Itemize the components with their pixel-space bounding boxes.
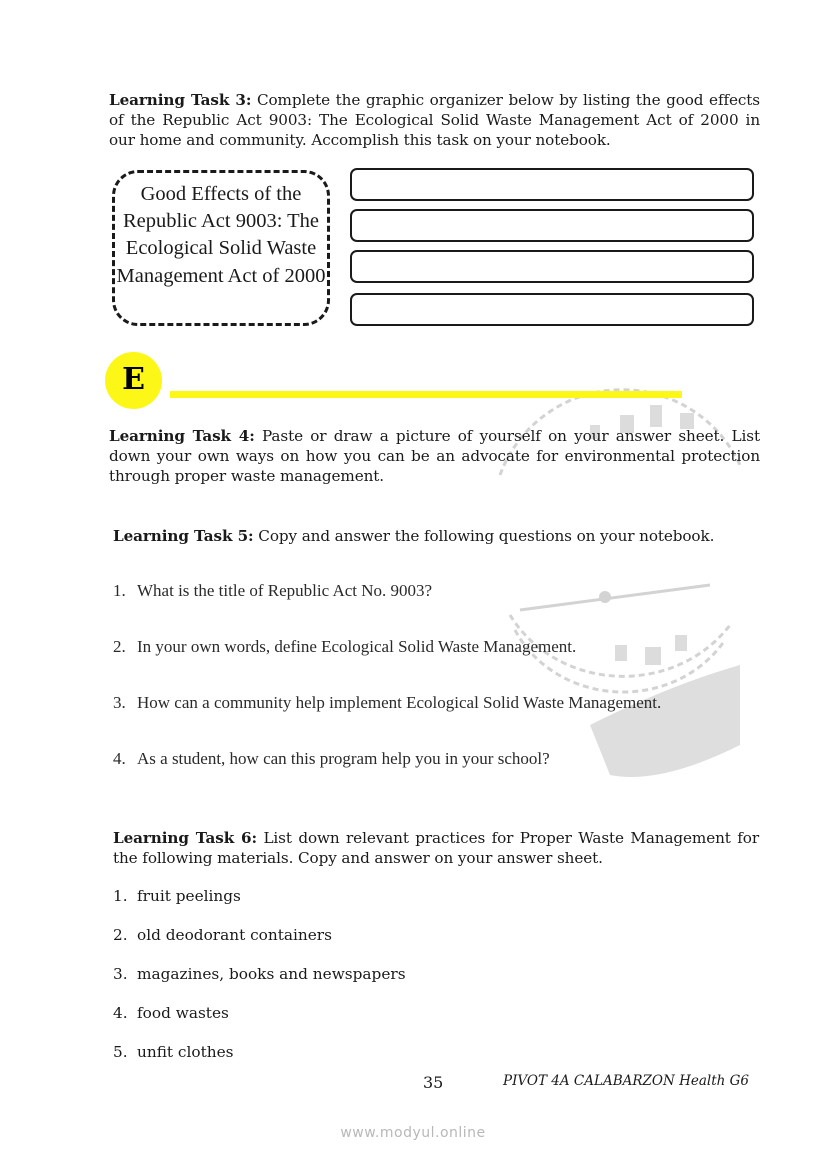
section-divider xyxy=(170,391,682,398)
material-item xyxy=(113,965,406,983)
question-number: 2. xyxy=(113,637,126,656)
task6-paragraph xyxy=(113,828,759,868)
section-e-badge xyxy=(105,352,162,409)
task5-text: Copy and answer the following questions on your notebook. xyxy=(253,527,715,545)
material-item xyxy=(113,887,241,905)
material-text: magazines, books and newspapers xyxy=(137,965,406,983)
question-item xyxy=(113,693,661,713)
task4-label: Learning Task 4: xyxy=(109,427,255,445)
task5-paragraph xyxy=(113,526,773,546)
question-number: 3. xyxy=(113,693,126,712)
question-text: In your own words, define Ecological Solid Waste Management. xyxy=(137,637,577,656)
question-text: As a student, how can this program help you in your school? xyxy=(137,749,550,768)
material-number: 2. xyxy=(113,926,128,944)
organizer-answer-box-1[interactable] xyxy=(350,168,754,201)
module-title: PIVOT 4A CALABARZON Health G6 xyxy=(503,1073,750,1089)
question-item xyxy=(113,581,432,601)
task4-paragraph xyxy=(109,426,760,486)
material-number: 3. xyxy=(113,965,128,983)
organizer-title: Good Effects of the Republic Act 9003: The Ecological Solid Waste Management Act of 2000 xyxy=(116,183,326,287)
material-item xyxy=(113,1043,234,1061)
material-text: food wastes xyxy=(137,1004,229,1022)
question-number: 4. xyxy=(113,749,126,768)
task6-label: Learning Task 6: xyxy=(113,829,257,847)
organizer-answer-box-2[interactable] xyxy=(350,209,754,242)
material-number: 4. xyxy=(113,1004,128,1022)
question-number: 1. xyxy=(113,581,126,600)
material-number: 5. xyxy=(113,1043,128,1061)
material-number: 1. xyxy=(113,887,128,905)
task3-paragraph xyxy=(109,90,760,150)
question-item xyxy=(113,749,550,769)
question-text: What is the title of Republic Act No. 9003? xyxy=(137,581,433,600)
task3-text: Complete the graphic organizer below by listing the good effects of the Republic Act 9003: The Ecological Solid Waste Management Act of 2000 in our home and community. Accomplish this task on your notebook. xyxy=(109,91,760,149)
material-text: old deodorant containers xyxy=(137,926,332,944)
task5-label: Learning Task 5: xyxy=(113,527,254,545)
website-watermark: www.modyul.online xyxy=(340,1125,486,1141)
page-number: 35 xyxy=(423,1073,444,1092)
section-letter: E xyxy=(122,362,145,397)
material-item xyxy=(113,926,332,944)
material-item xyxy=(113,1004,229,1022)
organizer-answer-box-4[interactable] xyxy=(350,293,754,326)
organizer-answer-box-3[interactable] xyxy=(350,250,754,283)
question-text: How can a community help implement Ecological Solid Waste Management. xyxy=(137,693,662,712)
material-text: fruit peelings xyxy=(137,887,241,905)
task3-label: Learning Task 3: xyxy=(109,91,252,109)
task4-text: Paste or draw a picture of yourself on your answer sheet. List down your own ways on how you can be an advocate for environmental protection through proper waste management. xyxy=(109,427,760,485)
question-item xyxy=(113,637,576,657)
task6-text: List down relevant practices for Proper Waste Management for the following materials. Copy and answer on your answer sheet. xyxy=(113,829,759,867)
material-text: unfit clothes xyxy=(137,1043,234,1061)
